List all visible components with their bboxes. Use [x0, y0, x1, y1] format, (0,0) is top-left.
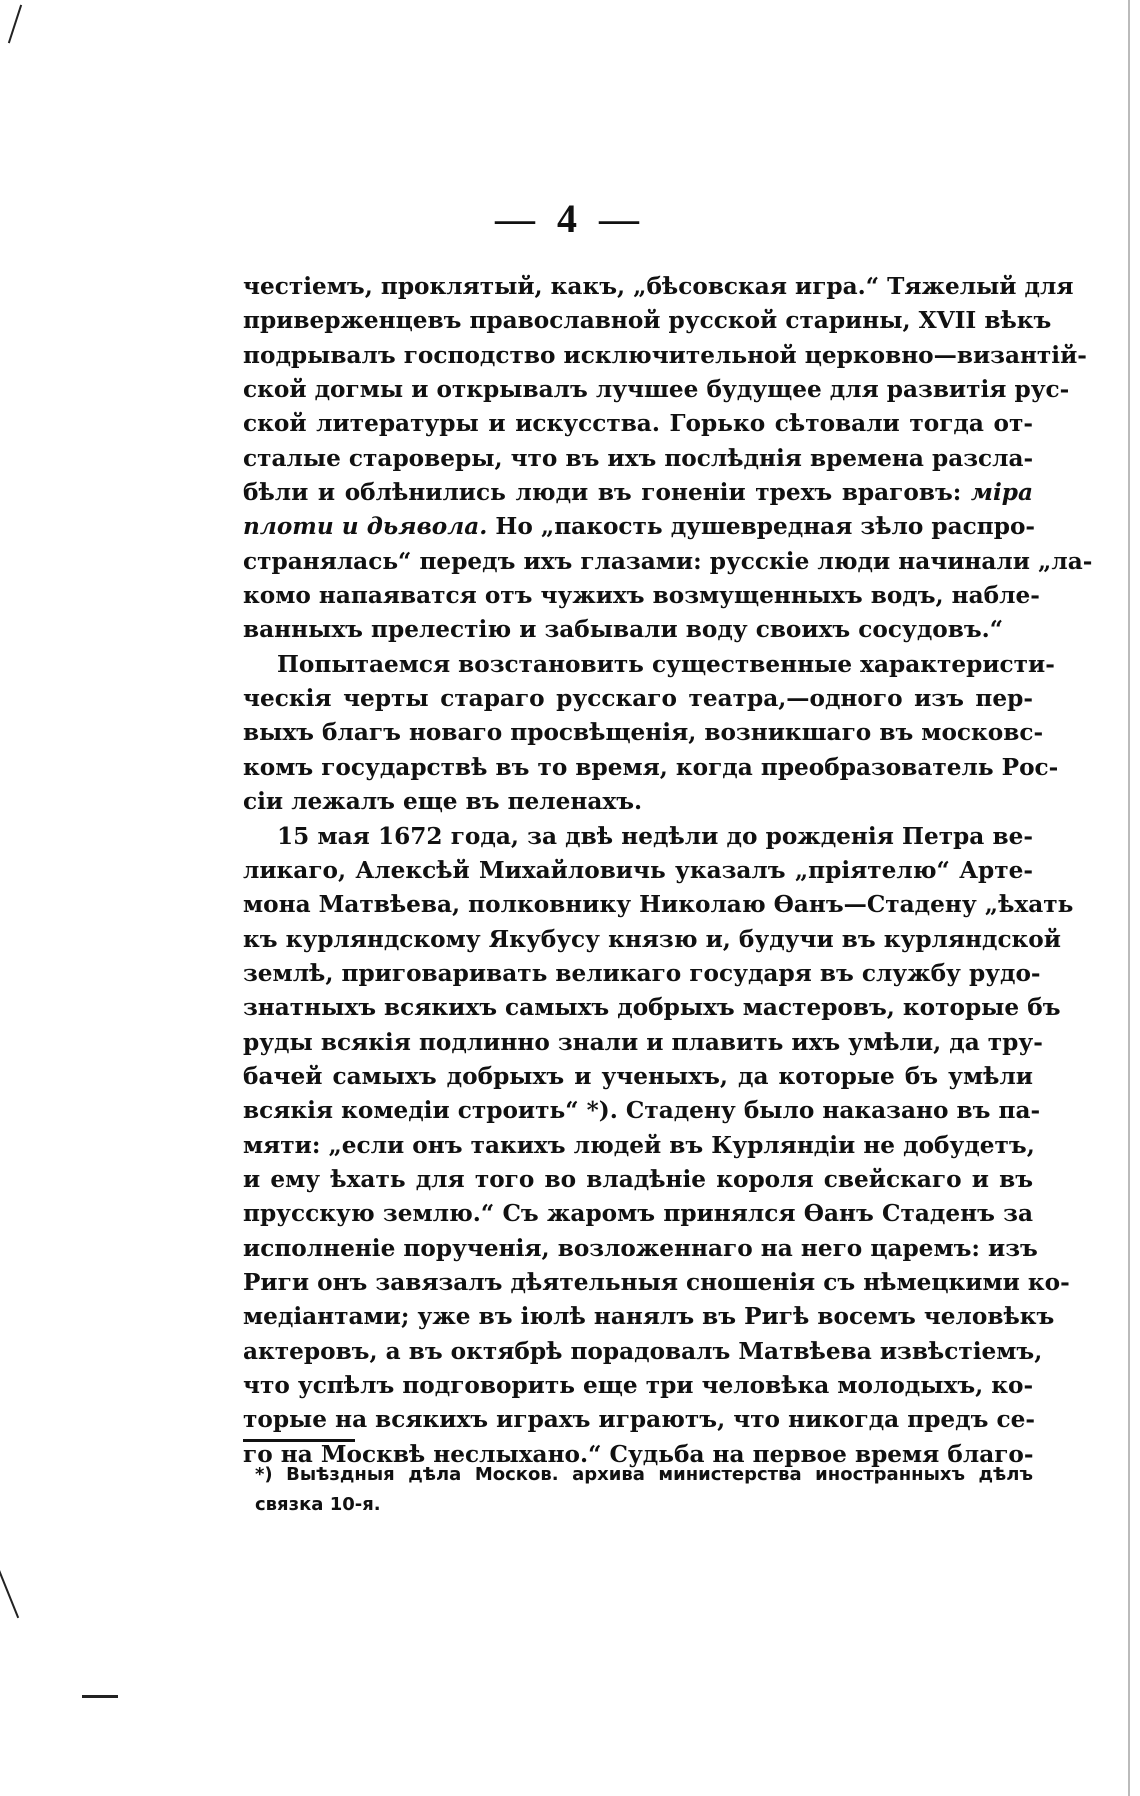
footnote-line: связка 10-я.	[255, 1494, 381, 1515]
main-text	[243, 270, 1093, 1472]
scan-artifact-mark	[82, 1695, 118, 1698]
text-line: го на Москвѣ неслыхано.“ Судьба на первое время благо-	[243, 1440, 1034, 1468]
text-line	[243, 476, 1033, 510]
text-line: сталые староверы, что въ ихъ послѣднія времена разсла-	[243, 444, 1034, 472]
text-line: комъ государствѣ въ то время, когда преобразователь Рос-	[243, 753, 1059, 781]
page-number: — 4 —	[495, 196, 645, 241]
text-line: бачей самыхъ добрыхъ и ученыхъ, да которые бъ умѣли	[243, 1062, 1033, 1090]
text-line: мона Матвѣева, полковнику Николаю Ѳанъ—Стадену „ѣхать	[243, 891, 1074, 919]
text-line: Попытаемся возстановить существенные характеристи-	[277, 650, 1055, 678]
text-line: руды всякія подлинно знали и плавить ихъ умѣли, да тру-	[243, 1028, 1043, 1056]
scan-artifact-mark	[1128, 0, 1130, 1796]
text-line: и ему ѣхать для того во владѣніе короля свейскаго и въ	[243, 1165, 1033, 1193]
text-line: знатныхъ всякихъ самыхъ добрыхъ мастеровъ, которые бъ	[243, 994, 1061, 1022]
footnote-line: *) Выѣздныя дѣла Москов. архива министерства иностранныхъ дѣлъ	[255, 1464, 1033, 1485]
text-line: подрывалъ господство исключительной церковно—византій-	[243, 341, 1087, 369]
text-line: комо напаяватся отъ чужихъ возмущенныхъ водъ, набле-	[243, 582, 1040, 610]
text-line: ликаго, Алексѣй Михайловичь указалъ „пріятелю“ Арте-	[243, 856, 1033, 884]
text-fragment: Но „пакость душевредная зѣло распро-	[495, 513, 1036, 541]
text-line: къ курляндскому Якубусу князю и, будучи въ курляндской	[243, 925, 1061, 953]
text-line: приверженцевъ православной русской старины, XVII вѣкъ	[243, 307, 1052, 335]
text-line: ческія черты стараго русскаго театра,—одного изъ пер-	[243, 685, 1033, 713]
text-line: ской догмы и открывалъ лучшее будущее для развитія рус-	[243, 376, 1070, 404]
text-fragment: бѣли и облѣнились люди въ гоненіи трехъ враговъ:	[243, 479, 962, 507]
italic-phrase: плоти и дьявола.	[243, 513, 488, 541]
scan-artifact-mark	[8, 5, 22, 44]
text-line: землѣ, приговаривать великаго государя въ службу рудо-	[243, 959, 1041, 987]
footnote-divider	[243, 1439, 355, 1442]
text-line: Риги онъ завязалъ дѣятельныя сношенія съ нѣмецкими ко-	[243, 1268, 1070, 1296]
text-line: всякія комедіи строить“ *). Стадену было наказано въ па-	[243, 1097, 1041, 1125]
text-line: ской литературы и искусства. Горько сѣтовали тогда от-	[243, 410, 1033, 438]
text-line: медіантами; уже въ іюлѣ нанялъ въ Ригѣ восемъ человѣкъ	[243, 1303, 1055, 1331]
italic-word: міра	[970, 479, 1033, 507]
scan-artifact-mark	[0, 1562, 19, 1618]
text-line: торые на всякихъ играхъ играютъ, что никогда предъ се-	[243, 1406, 1035, 1434]
text-line	[243, 510, 1036, 544]
text-line: исполненіе порученія, возложеннаго на него царемъ: изъ	[243, 1234, 1038, 1262]
text-line: странялась“ передъ ихъ глазами: русскіе люди начинали „ла-	[243, 547, 1093, 575]
text-line: ванныхъ прелестію и забывали воду своихъ сосудовъ.“	[243, 616, 1004, 644]
text-line: мяти: „если онъ такихъ людей въ Курляндіи не добудетъ,	[243, 1131, 1035, 1159]
text-line: честіемъ, проклятый, какъ, „бѣсовская игра.“ Тяжелый для	[243, 273, 1074, 300]
text-line: что успѣлъ подговорить еще три человѣка молодыхъ, ко-	[243, 1372, 1034, 1399]
text-line: сіи лежалъ еще въ пеленахъ.	[243, 788, 643, 816]
text-line: выхъ благъ новаго просвѣщенія, возникшаго въ московс-	[243, 719, 1044, 747]
text-line: актеровъ, а въ октябрѣ порадовалъ Матвѣева извѣстіемъ,	[243, 1337, 1043, 1365]
footnote	[255, 1460, 1033, 1520]
text-line: 15 мая 1672 года, за двѣ недѣли до рожденія Петра ве-	[277, 822, 1033, 850]
text-line: прусскую землю.“ Съ жаромъ принялся Ѳанъ Стаденъ за	[243, 1200, 1033, 1228]
